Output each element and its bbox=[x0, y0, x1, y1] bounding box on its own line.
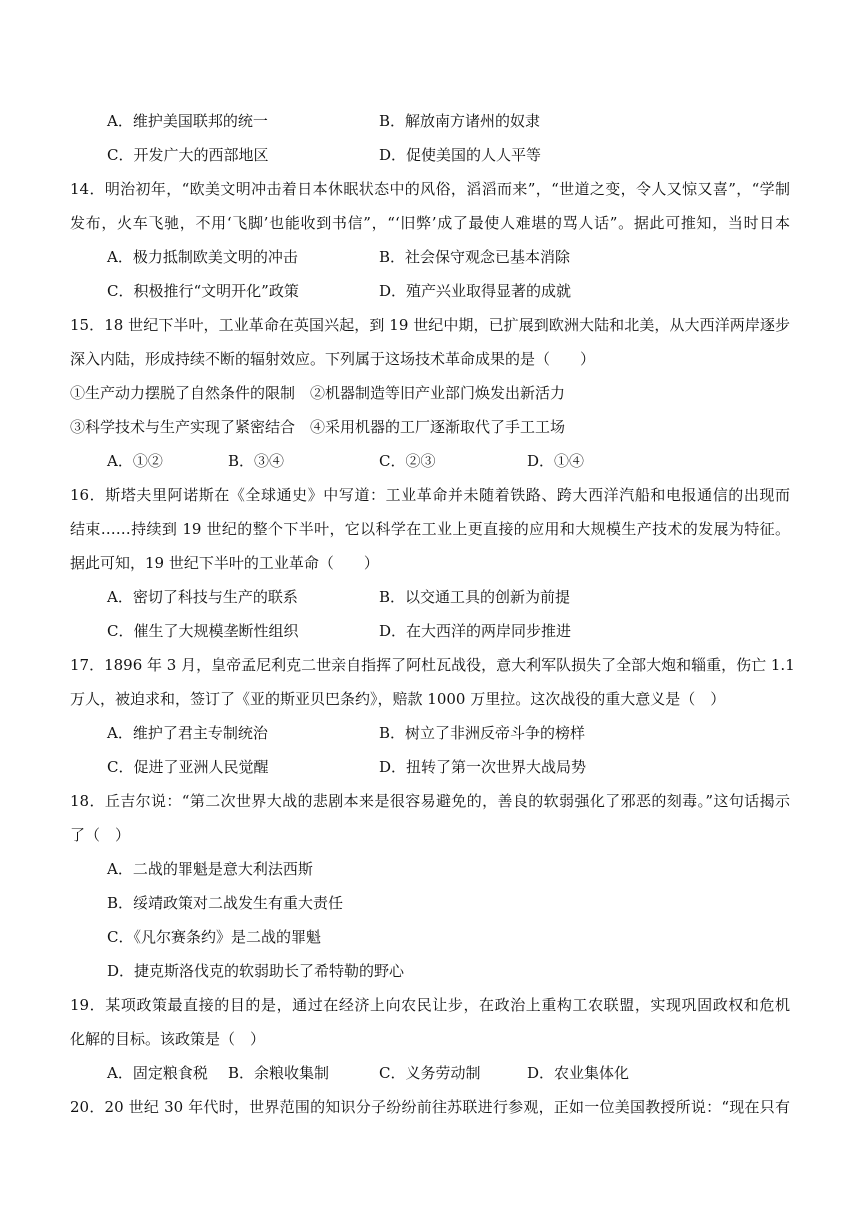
q16-stem-line1: 16．斯塔夫里阿诺斯在《全球通史》中写道：工业革命并未随着铁路、跨大西洋汽船和电报通信的出现而 bbox=[70, 486, 790, 504]
q17-option-c: C．促进了亚洲人民觉醒 bbox=[107, 758, 269, 776]
q19-option-b: B．余粮收集制 bbox=[228, 1064, 330, 1082]
q18-option-a: A．二战的罪魁是意大利法西斯 bbox=[107, 860, 313, 878]
q17-stem-line2: 万人，被迫求和，签订了《亚的斯亚贝巴条约》，赔款 1000 万里拉。这次战役的重大意义是（ ） bbox=[70, 690, 726, 708]
q14-option-d: D．殖产兴业取得显著的成就 bbox=[379, 282, 572, 300]
q13-option-c: C．开发广大的西部地区 bbox=[107, 146, 269, 164]
q18-stem-line1: 18．丘吉尔说：“第二次世界大战的悲剧本来是很容易避免的，善良的软弱强化了邪恶的刻毒。”这句话揭示 bbox=[70, 792, 790, 810]
q14-option-a: A．极力抵制欧美文明的冲击 bbox=[107, 248, 298, 266]
q16-option-a: A．密切了科技与生产的联系 bbox=[107, 588, 298, 606]
q17-option-b: B．树立了非洲反帝斗争的榜样 bbox=[379, 724, 586, 742]
q15-stem-line2: 深入内陆，形成持续不断的辐射效应。下列属于这场技术革命成果的是（ ） bbox=[70, 350, 596, 368]
q16-stem-line2: 结束……持续到 19 世纪的整个下半叶，它以科学在工业上更直接的应用和大规模生产技术的发展为特征。 bbox=[70, 520, 790, 538]
q18-option-d: D．捷克斯洛伐克的软弱助长了希特勒的野心 bbox=[107, 962, 405, 980]
q19-stem-line1: 19．某项政策最直接的目的是，通过在经济上向农民让步，在政治上重构工农联盟，实现巩固政权和危机 bbox=[70, 996, 790, 1014]
q15-option-b: B．③④ bbox=[228, 452, 285, 470]
q16-stem-line3: 据此可知，19 世纪下半叶的工业革命（ ） bbox=[70, 554, 379, 572]
q18-stem-line2: 了（ ） bbox=[70, 826, 131, 844]
q15-items-3-4: ③科学技术与生产实现了紧密结合 ④采用机器的工厂逐渐取代了手工工场 bbox=[70, 418, 566, 436]
q14-stem-line2: 发布，火车飞驰，不用‘飞脚’也能收到书信”，“‘旧弊’成了最使人难堪的骂人话”。据此可推知，当时日本 bbox=[70, 214, 790, 232]
q13-option-a: A．维护美国联邦的统一 bbox=[107, 112, 268, 130]
q19-stem-line2: 化解的目标。该政策是（ ） bbox=[70, 1030, 266, 1048]
q17-stem-line1: 17．1896 年 3 月，皇帝孟尼利克二世亲自指挥了阿杜瓦战役，意大利军队损失了全部大炮和辎重，伤亡 1.1 bbox=[70, 656, 795, 674]
q14-stem-line1: 14．明治初年，“欧美文明冲击着日本休眠状态中的风俗，滔滔而来”，“世道之变，令人又惊又喜”，“学制 bbox=[70, 180, 790, 198]
q13-option-d: D．促使美国的人人平等 bbox=[379, 146, 542, 164]
q16-option-d: D．在大西洋的两岸同步推进 bbox=[379, 622, 572, 640]
q15-option-d: D．①④ bbox=[527, 452, 585, 470]
q18-option-b: B．绥靖政策对二战发生有重大责任 bbox=[107, 894, 344, 912]
q17-option-a: A．维护了君主专制统治 bbox=[107, 724, 268, 742]
q15-stem-line1: 15．18 世纪下半叶，工业革命在英国兴起，到 19 世纪中期，已扩展到欧洲大陆和北美，从大西洋两岸逐步 bbox=[70, 316, 790, 334]
q16-option-b: B．以交通工具的创新为前提 bbox=[379, 588, 571, 606]
q19-option-c: C．义务劳动制 bbox=[379, 1064, 481, 1082]
q15-items-1-2: ①生产动力摆脱了自然条件的限制 ②机器制造等旧产业部门焕发出新活力 bbox=[70, 384, 566, 402]
q17-option-d: D．扭转了第一次世界大战局势 bbox=[379, 758, 587, 776]
q18-option-c: C．《凡尔赛条约》是二战的罪魁 bbox=[107, 928, 321, 946]
q14-option-c: C．积极推行“文明开化”政策 bbox=[107, 282, 299, 300]
q20-stem-line1: 20．20 世纪 30 年代时，世界范围的知识分子纷纷前往苏联进行参观，正如一位美国教授所说：“现在只有 bbox=[70, 1098, 790, 1116]
q19-option-d: D．农业集体化 bbox=[527, 1064, 630, 1082]
q14-option-b: B．社会保守观念已基本消除 bbox=[379, 248, 571, 266]
q15-option-a: A．①② bbox=[107, 452, 163, 470]
q13-option-b: B．解放南方诸州的奴隶 bbox=[379, 112, 541, 130]
q15-option-c: C．②③ bbox=[379, 452, 436, 470]
q16-option-c: C．催生了大规模垄断性组织 bbox=[107, 622, 299, 640]
q19-option-a: A．固定粮食税 bbox=[107, 1064, 208, 1082]
